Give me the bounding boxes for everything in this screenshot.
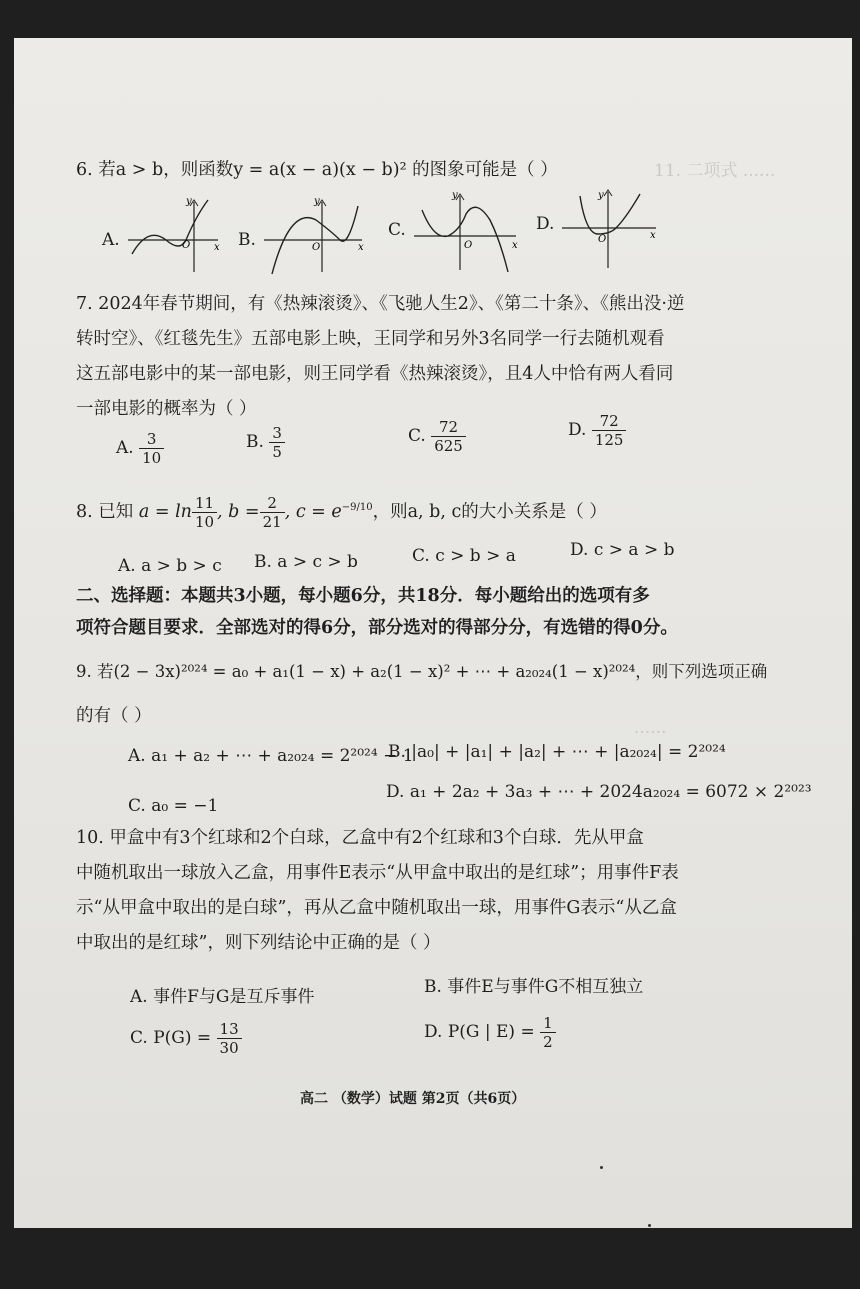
q6-graph-b — [262, 196, 368, 276]
q6-option-d-label: D. — [536, 214, 555, 234]
q7-line-3: 这五部电影中的某一部电影，则王同学看《热辣滚烫》，且4人中恰有两人看同 — [76, 364, 674, 384]
q6-option-c-label: C. — [388, 220, 406, 240]
q10-line-2: 中随机取出一球放入乙盒，用事件E表示“从甲盒中取出的是红球”；用事件F表 — [76, 863, 679, 883]
x-axis-label: x — [358, 242, 364, 253]
exam-page — [14, 38, 852, 1228]
q10-line-4: 中取出的是红球”，则下列结论中正确的是（ ） — [76, 933, 441, 953]
q9-option-a: A. a₁ + a₂ + ⋯ + a₂₀₂₄ = 2²⁰²⁴ − 1 — [128, 746, 414, 766]
q10-line-1: 10. 甲盒中有3个红球和2个白球，乙盒中有2个红球和3个白球．先从甲盒 — [76, 828, 644, 848]
q9-option-b: B. |a₀| + |a₁| + |a₂| + ⋯ + |a₂₀₂₄| = 2²⁰²⁴ — [388, 742, 726, 762]
q7-line-4: 一部电影的概率为（ ） — [76, 399, 257, 419]
speck — [600, 1166, 603, 1169]
q9-line-1: 9. 若(2 − 3x)²⁰²⁴ = a₀ + a₁(1 − x) + a₂(1 − x)² + ⋯ + a₂₀₂₄(1 − x)²⁰²⁴，则下列选项正确 — [76, 662, 768, 681]
q7-option-b: B. $\frac{3}{5}$ — [246, 424, 285, 461]
y-axis-label: y — [186, 196, 192, 207]
q6-graph-a — [126, 196, 222, 276]
q10-option-c: C. P(G) = $\frac{13}{30}$ — [130, 1020, 242, 1057]
page-footer: 高二 （数学）试题 第2页（共6页） — [300, 1091, 526, 1107]
x-axis-label: x — [512, 240, 518, 251]
origin-label: O — [598, 234, 607, 245]
x-axis-label: x — [650, 230, 656, 241]
q8-stem: 8. 已知 a = ln $\frac{11}{10}$ , b = $\frac{2}{21}$ , $c = e^{-9/10}$，则a, b, c的大小关系是（ ） — [76, 494, 607, 531]
q7-option-d: D. $\frac{72}{125}$ — [568, 412, 626, 449]
bleed-through-text: ...... — [634, 718, 667, 738]
q8-option-c: C. c > b > a — [412, 546, 516, 566]
q9-line-2: 的有（ ） — [76, 706, 152, 726]
section-2-heading-line-1: 二、选择题：本题共3小题，每小题6分，共18分．每小题给出的选项有多 — [76, 586, 650, 606]
q6-option-b-label: B. — [238, 230, 256, 250]
q9-option-c: C. a₀ = −1 — [128, 796, 219, 816]
section-2-heading-line-2: 项符合题目要求．全部选对的得6分，部分选对的得部分分，有选错的得0分。 — [76, 618, 678, 638]
q8-option-d: D. c > a > b — [570, 540, 675, 560]
y-axis-label: y — [314, 196, 320, 207]
origin-label: O — [182, 240, 191, 251]
origin-label: O — [464, 240, 473, 251]
y-axis-label: y — [598, 190, 604, 201]
y-axis-label: y — [452, 190, 458, 201]
q9-option-d: D. a₁ + 2a₂ + 3a₃ + ⋯ + 2024a₂₀₂₄ = 6072 × 2²⁰²³ — [386, 782, 812, 802]
q7-option-a: A. $\frac{3}{10}$ — [116, 430, 164, 467]
speck — [648, 1224, 651, 1227]
bleed-through-text: 11. 二项式 ...... — [654, 161, 776, 181]
origin-label: O — [312, 242, 321, 253]
q6-stem: 6. 若a > b，则函数y = a(x − a)(x − b)² 的图象可能是（ ） — [76, 160, 558, 180]
q7-line-1: 7. 2024年春节期间，有《热辣滚烫》、《飞驰人生2》、《第二十条》、《熊出没·逆 — [76, 294, 685, 314]
q6-graph-c — [412, 190, 522, 274]
q10-option-a: A. 事件F与G是互斥事件 — [130, 987, 315, 1007]
q6-option-a-label: A. — [102, 230, 120, 250]
x-axis-label: x — [214, 242, 220, 253]
q8-option-a: A. a > b > c — [118, 556, 222, 576]
q10-option-b: B. 事件E与事件G不相互独立 — [424, 977, 644, 997]
q7-line-2: 转时空》、《红毯先生》五部电影上映，王同学和另外3名同学一行去随机观看 — [76, 329, 665, 349]
q7-option-c: C. $\frac{72}{625}$ — [408, 418, 466, 455]
q6-graph-d — [560, 188, 660, 272]
q10-option-d: D. P(G | E) = $\frac{1}{2}$ — [424, 1014, 556, 1051]
q8-option-b: B. a > c > b — [254, 552, 358, 572]
q10-line-3: 示“从甲盒中取出的是白球”，再从乙盒中随机取出一球，用事件G表示“从乙盒 — [76, 898, 677, 918]
